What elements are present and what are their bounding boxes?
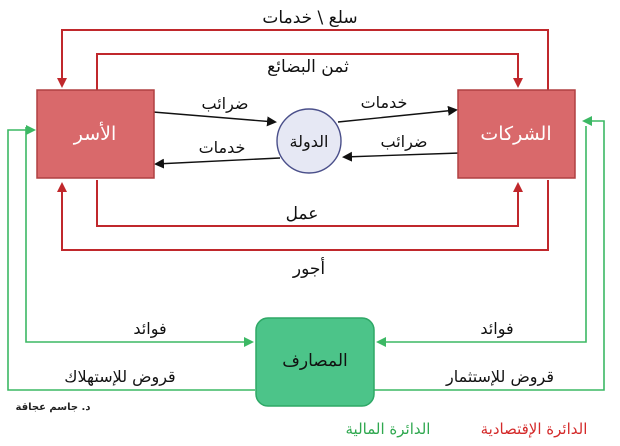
labor-label: عمل [285,204,319,224]
interest-left-label: فوائد [133,319,167,338]
goods-services-label: سلع \ خدمات [262,8,358,28]
households-node [37,90,154,178]
banks-label: المصارف [282,351,348,371]
wages-label: أجور [292,259,326,279]
services-state-to-households [156,158,280,164]
legend [346,420,588,438]
legend-financial-circuit: الدائرة المالية [345,420,431,438]
price-of-goods-label: ثمن البضائع [267,57,349,77]
taxes-households-to-state [153,112,275,122]
taxes-households-label: ضرائب [201,94,249,113]
services-households-label: خدمات [198,138,246,157]
state-label: الدولة [289,132,329,151]
investment-loans-label: قروض للإستثمار [446,367,554,386]
taxes-firms-label: ضرائب [380,132,428,151]
consumer-loans-label: قروض للإستهلاك [64,367,176,386]
services-firms-label: خدمات [360,93,408,112]
state-node [277,109,341,173]
taxes-firms-to-state [344,153,460,157]
author-credit: د. جاسم عجاقة [15,402,91,413]
firms-node [458,90,575,178]
interest-right-label: فوائد [480,319,514,338]
firms-label: الشركات [480,123,552,145]
banks-node [256,318,374,406]
legend-economic-circuit: الدائرة الإقتصادية [480,420,588,438]
households-label: الأسر [73,123,117,145]
